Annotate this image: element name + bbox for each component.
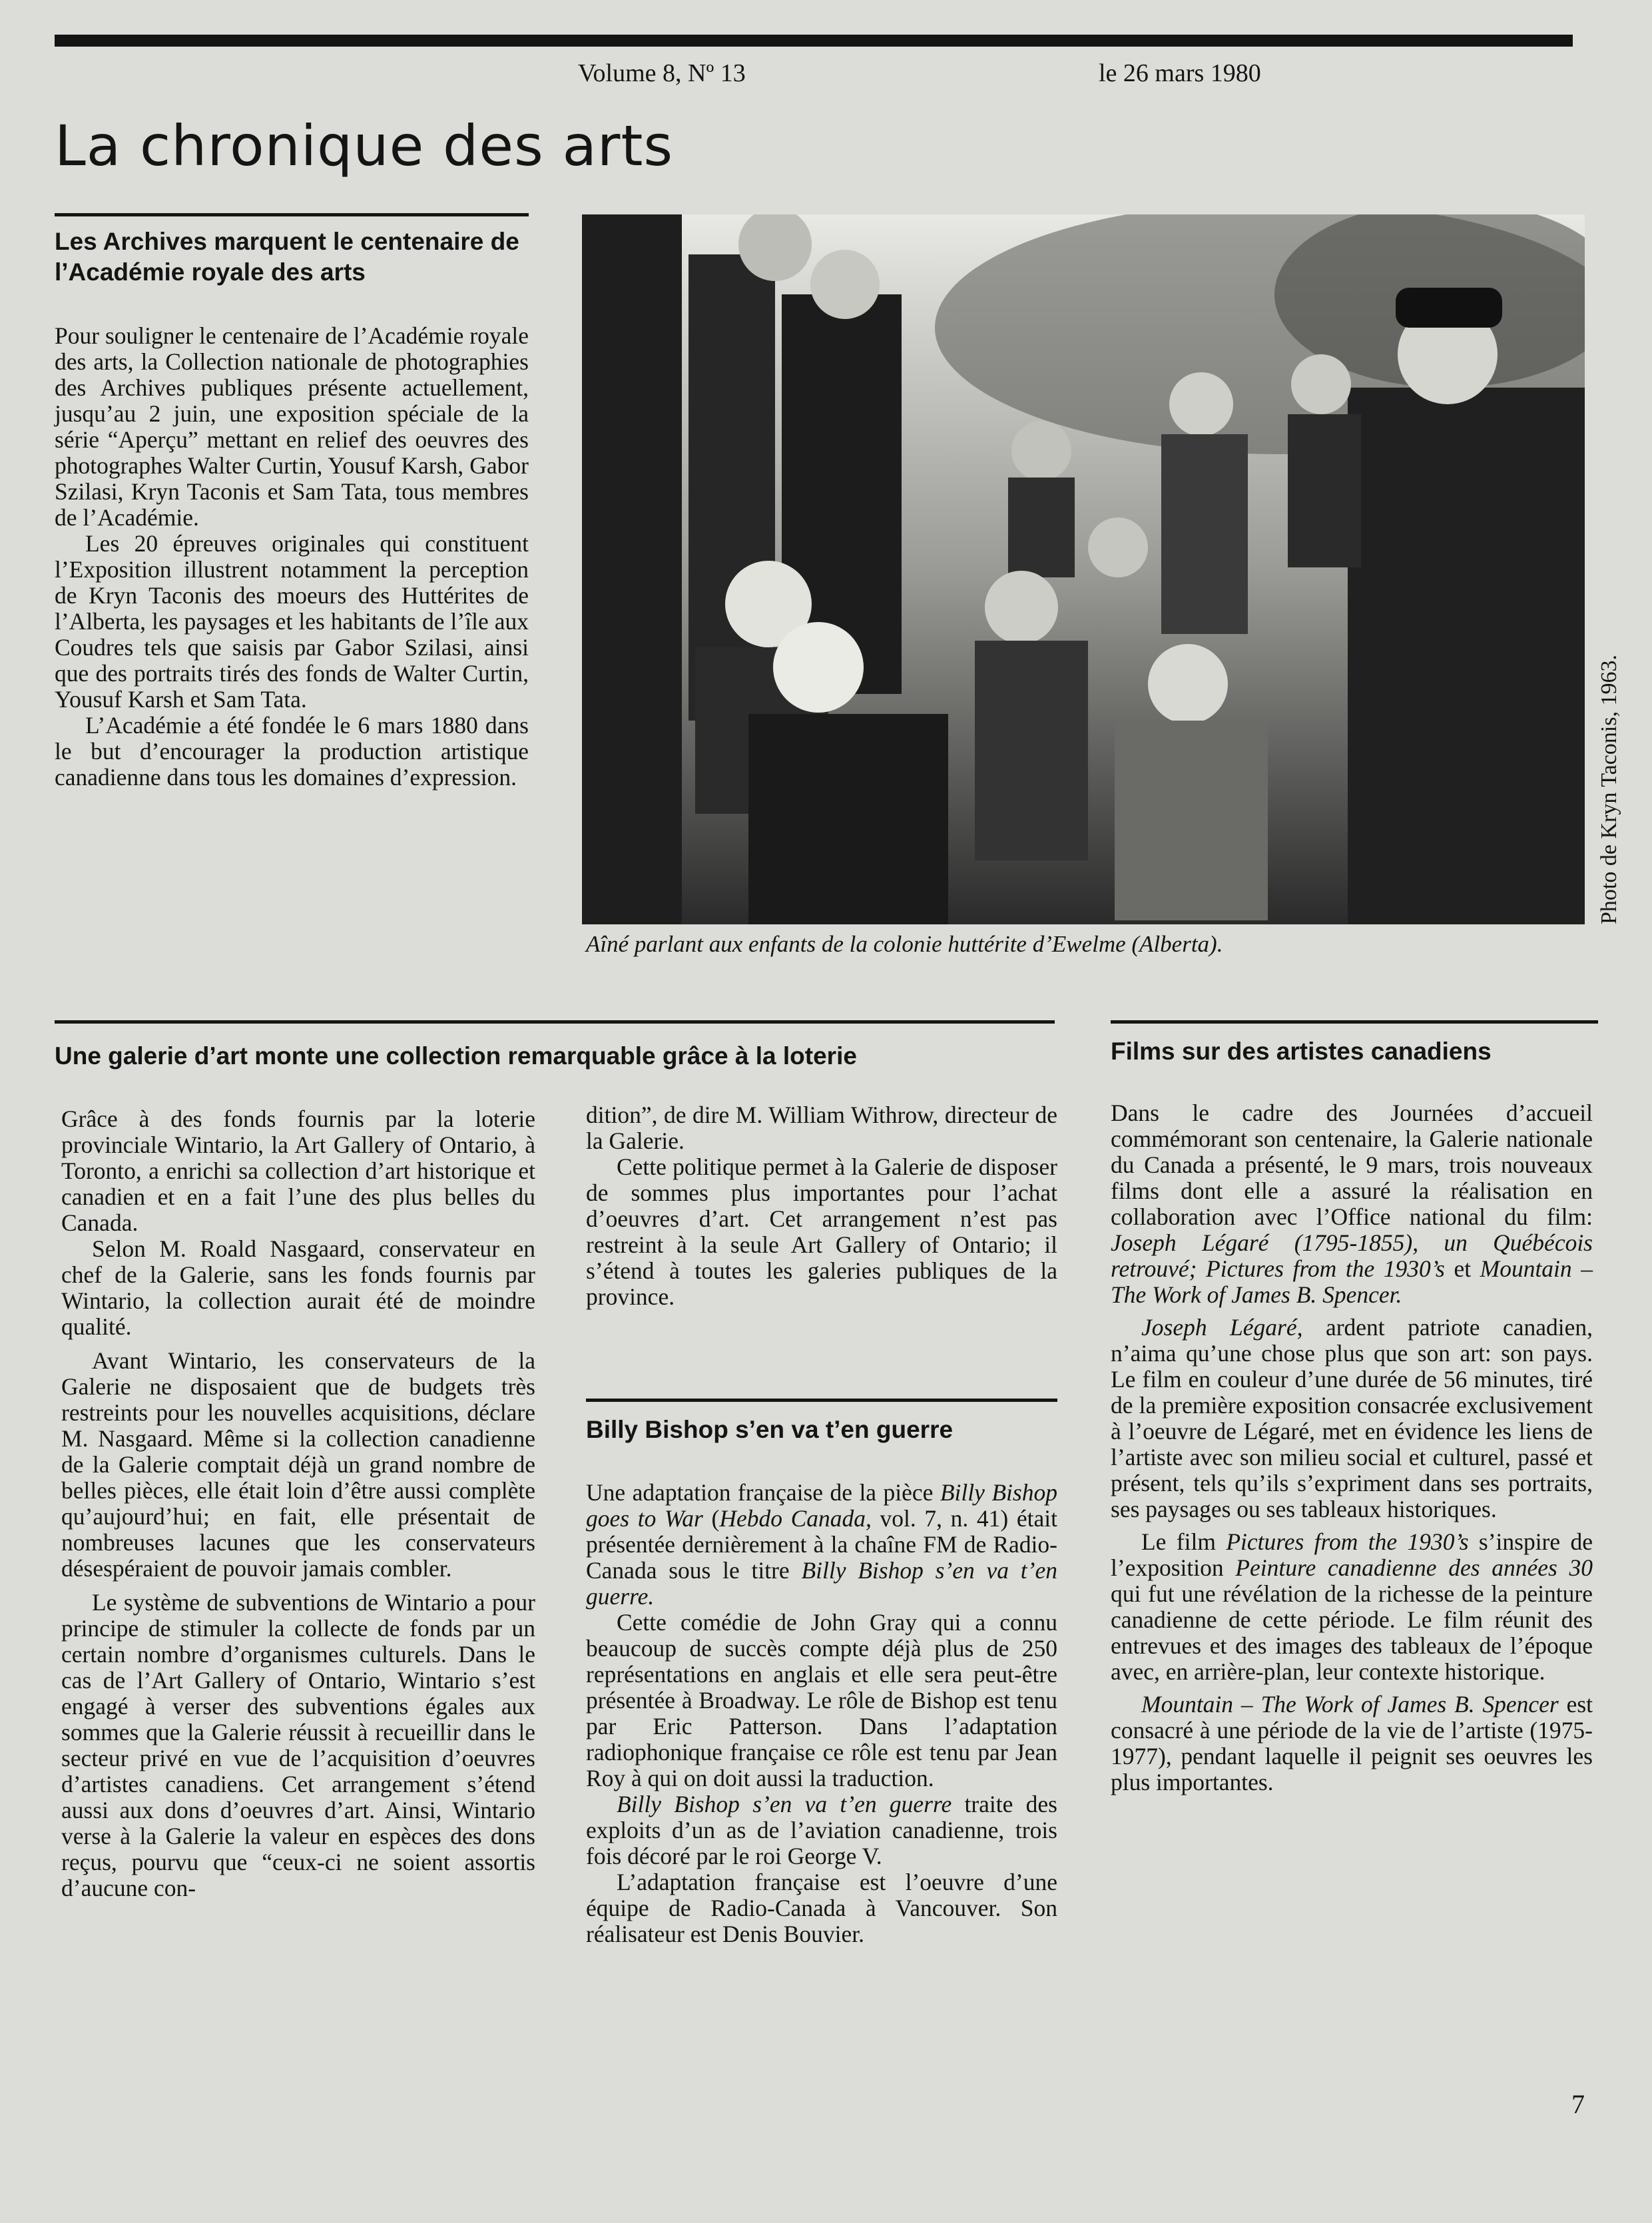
films-paragraph — [1111, 1692, 1593, 1795]
billy-paragraph — [586, 1791, 1057, 1869]
play-title: Billy Bishop goes to War — [586, 1479, 1057, 1532]
archives-paragraph: Pour souligner le centenaire de l’Académie royale des arts, la Collection nationale de photographies des Archives publiques présente actuellement, jusqu’au 2 juin, une exposition spéciale de la série “Aperçu” mettant en relief des oeuvres des photographes Walter Curtin, Yousuf Karsh, Gabor Szilasi, Kryn Taconis et Sam Tata, tous membres de l’Académie. — [55, 322, 529, 531]
billy-body — [586, 1480, 1057, 1947]
play-title: Billy Bishop s’en va t’en guerre — [617, 1791, 952, 1817]
page-number: 7 — [1571, 2089, 1585, 2119]
billy-headline: Billy Bishop s’en va t’en guerre — [586, 1416, 954, 1443]
archives-paragraph: L’Académie a été fondée le 6 mars 1880 dans le but d’encourager la production artistique canadienne dans tous les domaines d’expression. — [55, 712, 529, 791]
archives-paragraph: Les 20 épreuves originales qui constituent l’Exposition illustrent notamment la perception de Kryn Taconis des moeurs des Huttérites de l’Alberta, les paysages et les habitants de l’île aux Coudres tels que saisis par Gabor Szilasi, ainsi que des portraits tirés des fonds de Walter Curtin, Yousuf Karsh et Sam Tata. — [55, 530, 529, 713]
play-title: Billy Bishop s’en va t’en guerre. — [586, 1557, 1057, 1610]
film-title: Joseph Légaré (1795-1855), un Québécois retrouvé; Pictures from the 1930’s — [1111, 1229, 1593, 1282]
galerie-col1 — [61, 1106, 535, 1901]
films-body — [1111, 1100, 1593, 1795]
films-paragraph — [1111, 1315, 1593, 1522]
photo-credit: Photo de Kryn Taconis, 1963. — [1597, 655, 1621, 924]
text-run: traite des exploits d’un as de l’aviation canadienne, trois fois décoré par le roi George V. — [586, 1791, 1058, 1869]
galerie-paragraph: Grâce à des fonds fournis par la loterie provinciale Wintario, la Art Gallery of Ontario, à Toronto, a enrichi sa collection d’art historique et canadien et en a fait l’une des plus belles du Canada. — [61, 1106, 535, 1236]
text-run: est consacré à une période de la vie de l’artiste (1975-1977), pendant laquelle il peignit ses oeuvres les plus importantes. — [1111, 1691, 1593, 1795]
text-run: s’inspire de l’exposition — [1111, 1528, 1593, 1581]
films-paragraph — [1111, 1100, 1593, 1308]
archives-rule — [55, 213, 529, 216]
text-run: Dans le cadre des Journées d’accueil commémorant son centenaire, la Galerie nationale du Canada a présenté, le 9 mars, trois nouveaux films dont elle a assuré la réalisation en collaboration avec l’Office national du film: — [1111, 1100, 1593, 1230]
publication-title: Hebdo Canada, — [719, 1505, 872, 1532]
billy-rule — [586, 1399, 1057, 1402]
galerie-paragraph: Avant Wintario, les conservateurs de la Galerie ne disposaient que de budgets très restreints pour les nouvelles acquisitions, déclare M. Nasgaard. Même si la collection canadienne de la Galerie comptait déjà un grand nombre de belles pièces, elle était loin d’être aussi complète qu’aujourd’hui; en fait, elle présentait de nombreuses lacunes que les conservateurs désespéraient de pouvoir jamais combler. — [61, 1347, 535, 1582]
films-headline: Films sur des artistes canadiens — [1111, 1038, 1492, 1065]
text-run: Une adaptation française de la pièce — [586, 1479, 940, 1506]
section-title: La chronique des arts — [55, 113, 674, 178]
film-title: Pictures from the 1930’s — [1226, 1528, 1469, 1555]
film-title: Mountain – The Work of James B. Spencer. — [1111, 1255, 1593, 1308]
archives-headline: Les Archives marquent le centenaire de l’Académie royale des arts — [55, 228, 519, 286]
exhibition-title: Peinture canadienne des années 30 — [1235, 1554, 1593, 1581]
billy-paragraph — [586, 1480, 1057, 1610]
film-title: Mountain – The Work of James B. Spencer — [1141, 1691, 1559, 1718]
issue-date: le 26 mars 1980 — [1099, 59, 1261, 87]
billy-paragraph: L’adaptation française est l’oeuvre d’une équipe de Radio-Canada à Vancouver. Son réalisateur est Denis Bouvier. — [586, 1869, 1057, 1947]
galerie-paragraph: Cette politique permet à la Galerie de disposer de sommes plus importantes pour l’achat d’oeuvres d’art. Cet arrangement n’est pas restreint à la seule Art Gallery of Ontario; il s’étend à toutes les galeries publiques de la province. — [586, 1153, 1057, 1310]
hutterite-photo — [582, 214, 1585, 924]
film-title: Joseph Légaré, — [1141, 1314, 1303, 1341]
galerie-headline: Une galerie d’art monte une collection remarquable grâce à la loterie — [55, 1042, 857, 1070]
galerie-paragraph: Selon M. Roald Nasgaard, conservateur en chef de la Galerie, sans les fonds fournis par Wintario, la collection aurait été de moindre qualité. — [61, 1235, 535, 1340]
galerie-rule — [55, 1020, 1055, 1024]
text-run: et — [1444, 1255, 1480, 1282]
top-rule — [55, 35, 1573, 47]
films-rule — [1111, 1020, 1598, 1024]
photo-caption: Aîné parlant aux enfants de la colonie huttérite d’Ewelme (Alberta). — [586, 931, 1223, 957]
text-run: qui fut une révélation de la richesse de la peinture canadienne de cette période. Le film réunit des entrevues et des images des tableaux de l’époque avec, en arrière-plan, leur contexte historique. — [1111, 1580, 1593, 1685]
text-run: Le film — [1141, 1528, 1227, 1555]
galerie-paragraph: dition”, de dire M. William Withrow, directeur de la Galerie. — [586, 1102, 1057, 1154]
archives-body — [55, 323, 529, 791]
photo-illustration — [582, 214, 1585, 924]
films-paragraph — [1111, 1529, 1593, 1685]
volume-label: Volume 8, Nº 13 — [578, 59, 746, 87]
galerie-paragraph: Le système de subventions de Wintario a pour principe de stimuler la collecte de fonds par un certain nombre d’organismes culturels. Dans le cas de l’Art Gallery of Ontario, Wintario s’est engagé à verser des subventions égales aux sommes que la Galerie réussit à recueillir dans le secteur privé en vue de l’acquisition d’oeuvres d’artistes canadiens. Cet arrangement s’étend aussi aux dons d’oeuvres d’art. Ainsi, Wintario verse à la Galerie la valeur en espèces des dons reçus, pourvu que “ceux-ci ne soient assortis d’aucune con- — [61, 1589, 535, 1901]
galerie-col2 — [586, 1102, 1057, 1310]
text-run: ( — [702, 1505, 720, 1532]
text-run: vol. 7, n. 41) était présentée dernièrement à la chaîne FM de Radio-Canada sous le titre — [586, 1505, 1057, 1584]
billy-paragraph: Cette comédie de John Gray qui a connu beaucoup de succès compte déjà plus de 250 représentations en anglais et elle sera peut-être présentée à Broadway. Le rôle de Bishop est tenu par Eric Patterson. Dans l’adaptation radiophonique française ce rôle est tenu par Jean Roy à qui on doit aussi la traduction. — [586, 1609, 1057, 1791]
text-run: ardent patriote canadien, n’aima qu’une chose plus que son art: son pays. Le film en couleur d’une durée de 56 minutes, tiré de la première exposition consacrée exclusivement à l’oeuvre de Légaré, met en évidence les liens de l’artiste avec son milieu social et culturel, passé et présent, tels qu’ils s’expriment dans ses portraits, ses paysages ou ses tableaux historiques. — [1111, 1314, 1593, 1522]
